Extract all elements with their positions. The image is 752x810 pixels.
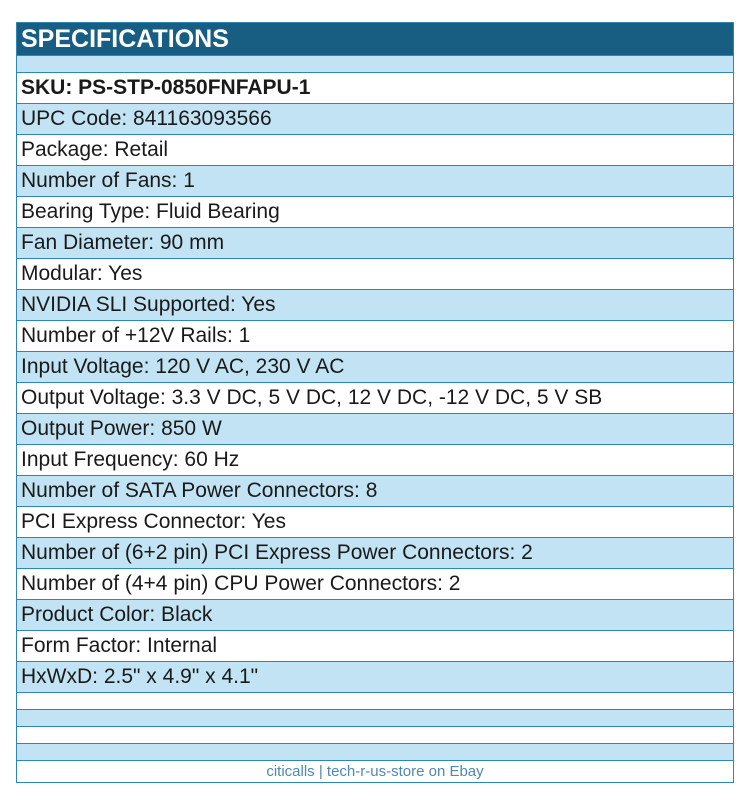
- spec-row-dimensions: HxWxD: 2.5" x 4.9" x 4.1": [17, 662, 733, 693]
- spec-row-modular: Modular: Yes: [17, 259, 733, 290]
- spec-row-input-frequency: Input Frequency: 60 Hz: [17, 445, 733, 476]
- spec-row-sku: SKU: PS-STP-0850FNFAPU-1: [17, 73, 733, 104]
- specifications-header: SPECIFICATIONS: [17, 23, 733, 56]
- spec-row-input-voltage: Input Voltage: 120 V AC, 230 V AC: [17, 352, 733, 383]
- empty-row: [17, 727, 733, 744]
- spec-row-color: Product Color: Black: [17, 600, 733, 631]
- spec-row-cpu-44: Number of (4+4 pin) CPU Power Connectors: 2: [17, 569, 733, 600]
- spec-row-bearing: Bearing Type: Fluid Bearing: [17, 197, 733, 228]
- spec-row-fans: Number of Fans: 1: [17, 166, 733, 197]
- spec-row-fan-diameter: Fan Diameter: 90 mm: [17, 228, 733, 259]
- spacer-row: [17, 56, 733, 73]
- spec-row-pcie: PCI Express Connector: Yes: [17, 507, 733, 538]
- spec-row-pcie-62: Number of (6+2 pin) PCI Express Power Connectors: 2: [17, 538, 733, 569]
- spec-row-sli: NVIDIA SLI Supported: Yes: [17, 290, 733, 321]
- empty-row: [17, 710, 733, 727]
- spec-row-package: Package: Retail: [17, 135, 733, 166]
- spec-row-sata: Number of SATA Power Connectors: 8: [17, 476, 733, 507]
- spec-row-rails: Number of +12V Rails: 1: [17, 321, 733, 352]
- spec-row-output-power: Output Power: 850 W: [17, 414, 733, 445]
- spec-row-upc: UPC Code: 841163093566: [17, 104, 733, 135]
- spec-row-output-voltage: Output Voltage: 3.3 V DC, 5 V DC, 12 V DC, -12 V DC, 5 V SB: [17, 383, 733, 414]
- empty-row: [17, 693, 733, 710]
- specifications-table: [16, 22, 734, 783]
- footer-credit: citicalls | tech-r-us-store on Ebay: [17, 761, 733, 782]
- empty-row: [17, 744, 733, 761]
- spec-row-form-factor: Form Factor: Internal: [17, 631, 733, 662]
